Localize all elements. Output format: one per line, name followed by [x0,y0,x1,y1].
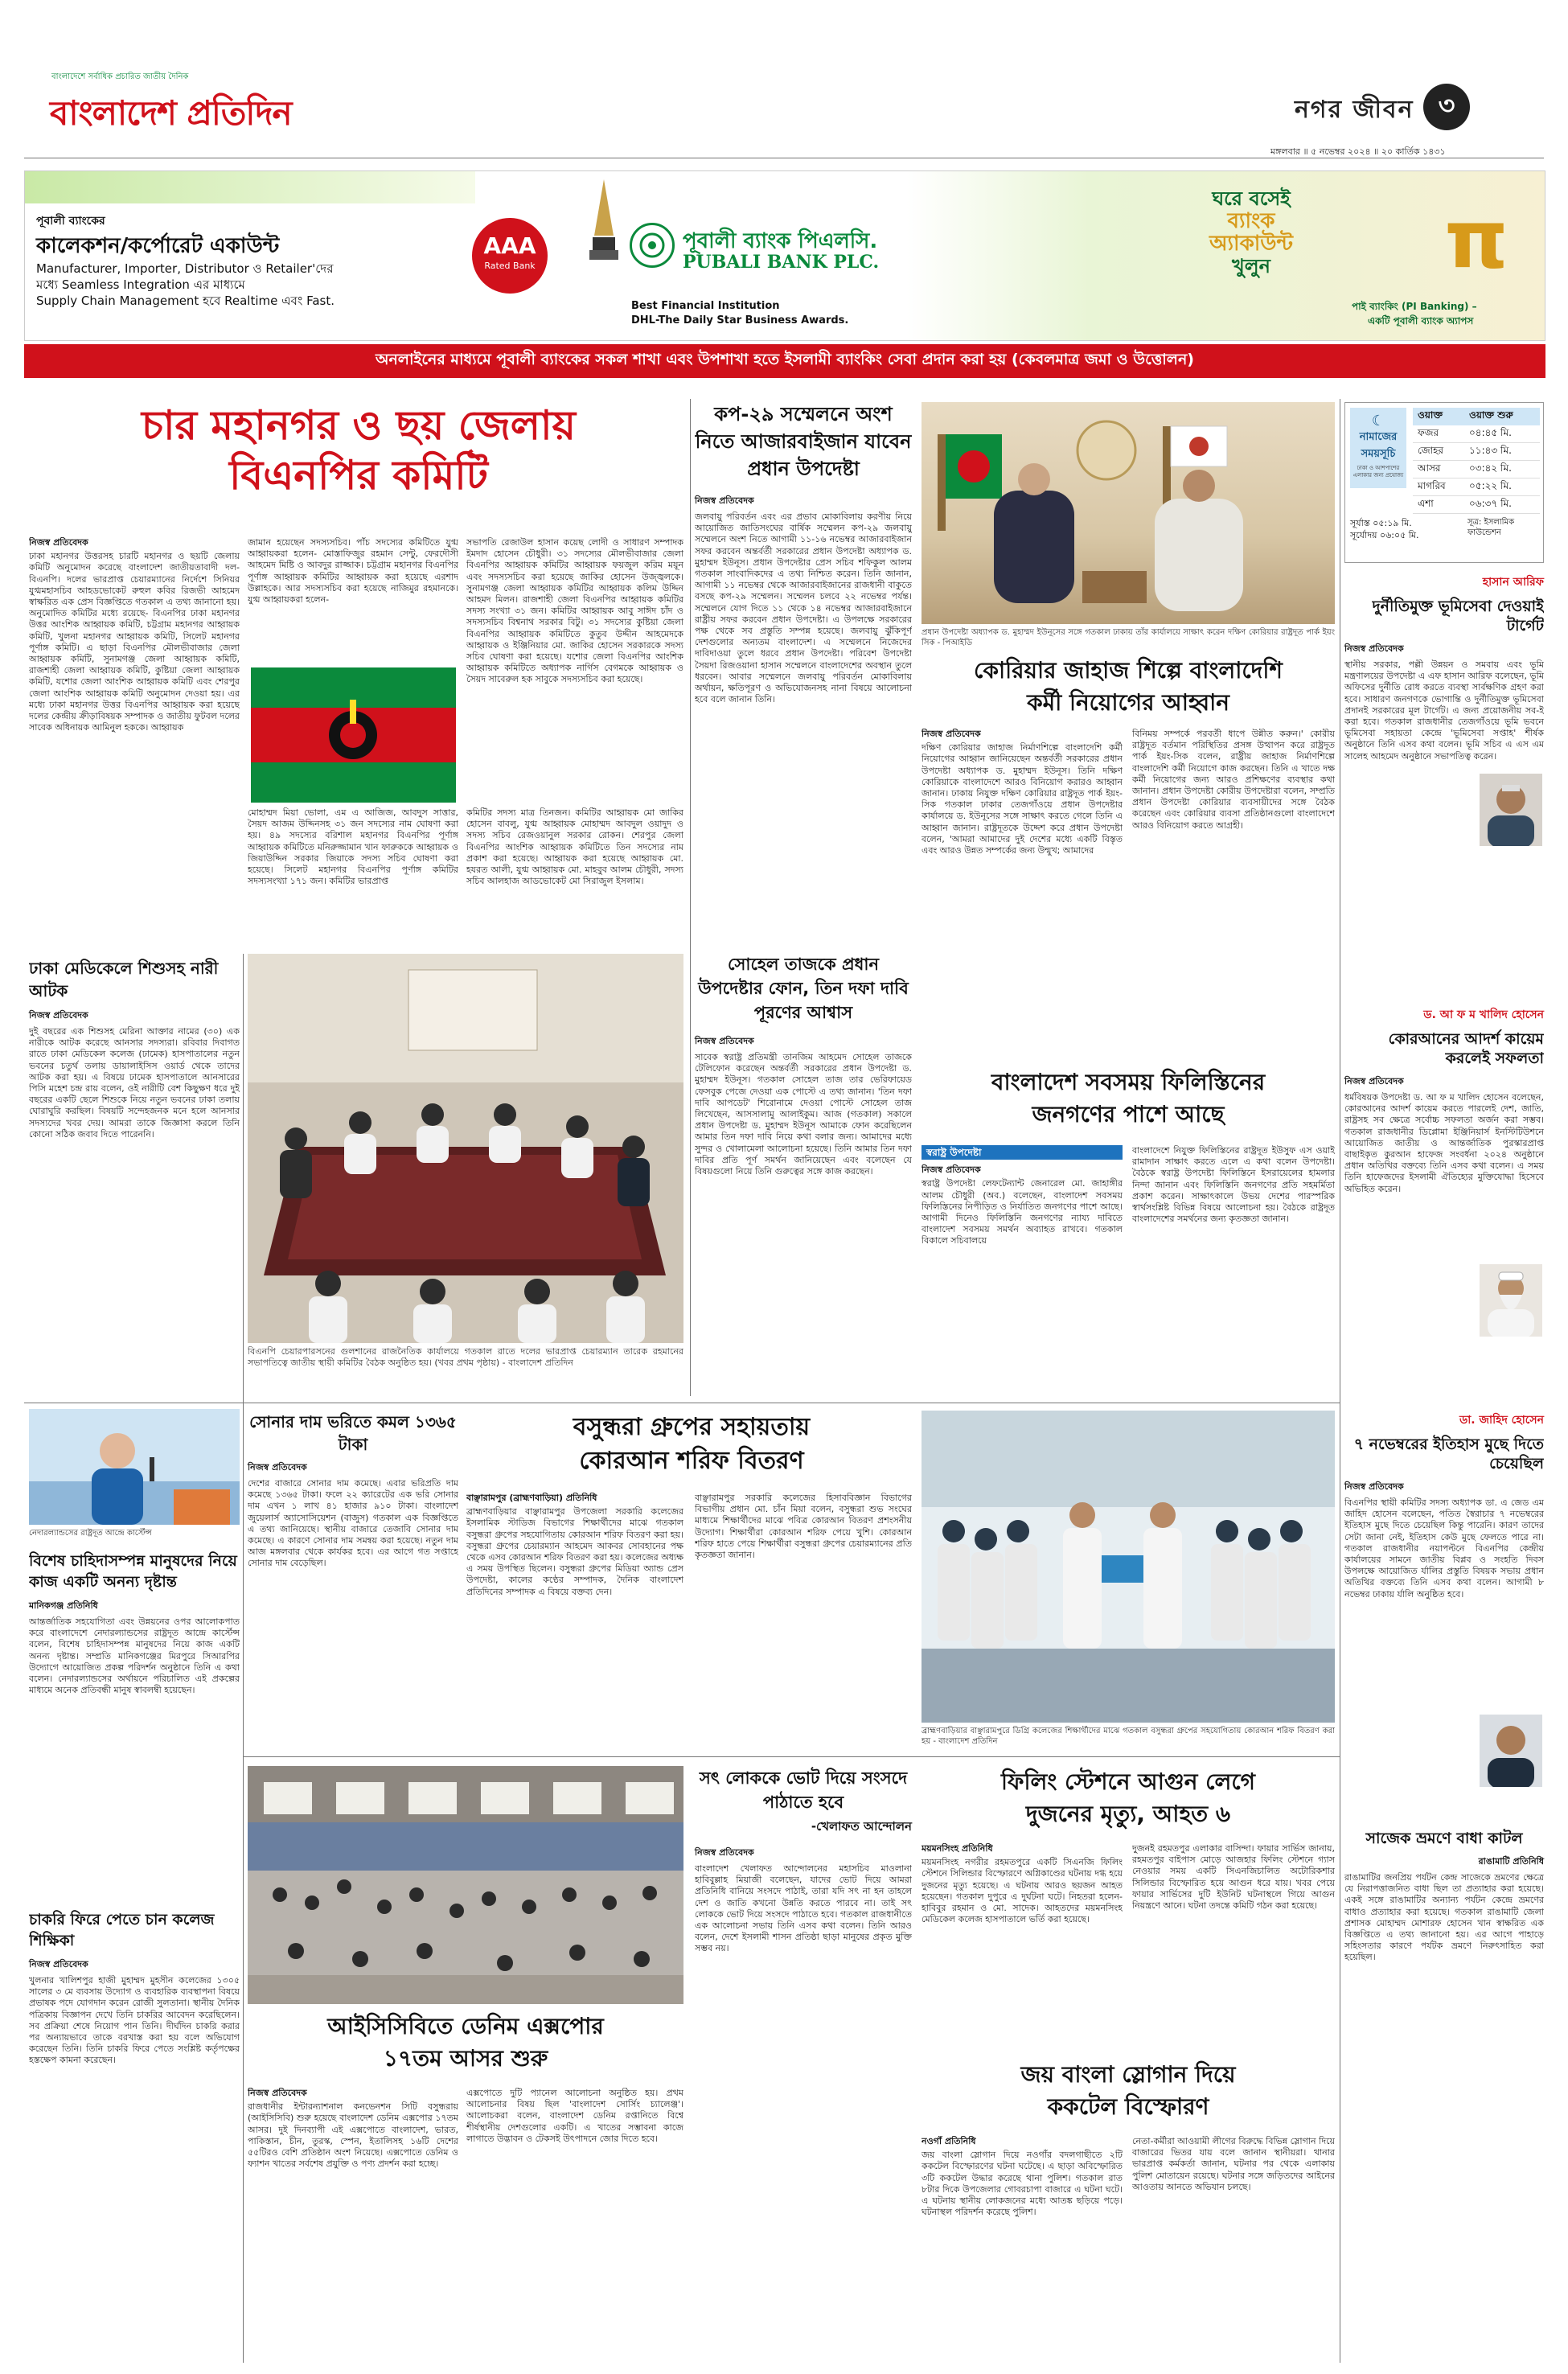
joy-title1: জয় বাংলা স্লোগান দিয়ে [1020,2061,1236,2088]
promo-text [1151,187,1352,277]
sunrise-time: সূর্যোদয় ০৬:০৫ মি. [1350,530,1419,540]
sohel-title: সোহেল তাজকে প্রধান উপদেষ্টার ফোন, তিন দফা দাবি পূরণের আশ্বাস [698,955,909,1022]
special-title: বিশেষ চাহিদাসম্পন্ন মানুষদের নিয়ে কাজ একটি অনন্য দৃষ্টান্ত [29,1552,237,1591]
newspaper-logo: বাংলাদেশ প্রতিদিন [50,93,292,133]
khalid-body: ধর্মবিষয়ক উপদেষ্টা ড. আ ফ ম খালিদ হোসেন বলেছেন, কোরআনের আদর্শ কায়েম করতে পারলেই দেশ, জাতি, রাষ্ট্রসহ সব ক্ষেত্রে সর্বোচ্চ সফলতা অর্জন করা সম্ভব। গতকাল রাজধানীর ডিপ্লোমা ইঞ্জিনিয়ার্স ইনস্টিটিউশনে আয়োজিত জাতীয় ও আন্তর্জাতিক পুরস্কারপ্রাপ্ত বাছাইকৃত কুরআন হাফেজ সংবর্ধনা ২০২৪ অনুষ্ঠানে প্রধান অতিথির বক্তব্যে তিনি এসব কথা বলেন। এ সময় তিনি হাফেজদের ইসলামী ঐতিহ্যের মুক্তিযোদ্ধা হিসেবে অভিহিত করেন। [1344,1092,1544,1194]
sohel-article [695,952,912,1399]
teacher-article [29,1909,240,2360]
lead-col1-text: ঢাকা মহানগর উত্তরসহ চারটি মহানগর ও ছয়টি জেলায় কমিটি অনুমোদন করেছে বাংলাদেশ জাতীয়তাবাদী দল- বিএনপি। দলের ভারপ্রাপ্ত চেয়ারম্যানের নির্দেশে সিনিয়র যুগ্মমহাসচিব আহডভোকেট রুহুল কবির রিজভী আহমেদ স্বাক্ষরিত এক প্রেস বিজ্ঞপ্তিতে গতকাল এ তথ্য জানানো হয়। অনুমোদিত কমিটির মধ্যে রয়েছে- বিএনপির ঢাকা মহানগর উত্তর আংশিক আহ্বায়ক কমিটি, চট্টগ্রাম মহানগর আহ্বায়ক কমিটি, খুলনা মহানগর আহ্বায়ক কমিটি, সিলেট মহানগর পূর্ণাঙ্গ কমিটি। এ ছাড়া বিএনপির মৌলভীবাজার জেলা আহ্বায়ক কমিটি, সুনামগঞ্জ জেলা আহ্বায়ক কমিটি, রাজশাহী জেলা আহ্বায়ক কমিটি, কুষ্টিয়া জেলা আহ্বায়ক কমিটি, যশোর জেলা আংশিক আহ্বায়ক কমিটি এবং শেরপুর জেলা আংশিক আহ্বায়ক কমিটি অনুমোদন দেওয়া হয়। এর মধ্যে ঢাকা মহানগর উত্তর বিএনপির আহ্বায়ক করা হয়েছে দলের কেন্দ্রীয় ক্রীড়াবিষয়ক সম্পাদক ও জাতীয় ফুটবল দলের সাবেক অধিনায়ক আমিনুল হককে। আহ্বায়ক [29,551,240,733]
basundhara-col1 [466,1493,683,1750]
korea-photo-caption: প্রধান উপদেষ্টা অধ্যাপক ড. মুহাম্মদ ইউনূসের সঙ্গে গতকাল ঢাকায় তাঁর কার্যালয়ে সাক্ষাৎ করেন দক্ষিণ কোরিয়ার রাষ্ট্রদূত পার্ক ইয়ং সিক - পিআইডি [922,628,1335,647]
denim-headline [248,2011,683,2075]
joy-article [922,2059,1335,2361]
lead-col-b1 [248,807,458,946]
special-article [29,1550,240,1904]
mosque-icon: ☾ [1371,413,1385,429]
prayer-name: ফজর [1418,426,1439,438]
basundhara-photo [922,1411,1335,1723]
prayer-source: সূত্র: ইসলামিক ফাউন্ডেশন [1467,518,1515,537]
vrule-left [243,954,244,2363]
denim-col1-text: রাজধানীর ইন্টারন্যাশনাল কনভেনশন সিটি বসুন্ধরায় (আইসিসিবি) শুরু হয়েছে বাংলাদেশ ডেনিম এক্সপোর ১৭তম আসর। দুই দিনব্যাপী এই এক্সপোতে বাংলাদেশ, ভারত, পাকিস্তান, চীন, তুরস্ক, স্পেন, ইতালিসহ ১৬টি দেশের ৫৫টিরও বেশি প্রতিষ্ঠান অংশ নিয়েছে। এক্সপোতে ডেনিম ও ফ্যাশন খাতের সর্বশেষ প্রযুক্তি ও পণ্য প্রদর্শন করা হচ্ছে। [248,2101,458,2170]
ad-headline: কালেকশন/কর্পোরেট একাউন্ট [36,234,280,258]
palestine-byline: নিজস্ব প্রতিবেদক [922,1164,981,1176]
lead-col-b2-text: কমিটির সদস্য মাত্র তিনজন। কমিটির আহ্বায়ক মো জাকির হোসেন বাবলু, যুগ্ম আহ্বায়ক মোহাম্মদ আবদুল ওয়াদুদ ও সদস্য সচিব রেজওয়ানুল সরকার রোকন। শেরপুর জেলা বিএনপির আংশিক আহ্বায়ক কমিটিতে তিন সদস্যের নাম প্রকাশ করা হয়েছে। আহ্বায়ক করা হয়েছে আহ্বায়ক মো. হযরত আলী, যুগ্ম আহ্বায়ক মো. মাহবুব আলম চৌধুরী, সদস্য সচিব আলহাজ আডভোকেট মো সিরাজুল ইসলাম। [466,807,683,887]
korea-byline: নিজস্ব প্রতিবেদক [922,729,981,739]
prayer-row [1413,425,1540,443]
prayer-head-name: ওয়াক্ত [1418,409,1443,421]
pubali-bank-ad [24,170,1545,341]
special-byline: মানিকগঞ্জ প্রতিনিধি [29,1600,98,1611]
joy-byline: নওগাঁ প্রতিনিধি [922,2136,976,2146]
sun-times [1350,517,1540,541]
pi-logo-icon: π [1444,192,1508,286]
gold-article [248,1411,458,1756]
trophy-icon [588,179,620,276]
prayer-name: আসর [1418,462,1441,474]
palestine-tag: স্বরাষ্ট্র উপদেষ্টা [922,1145,1123,1160]
bank-name-bn: পূবালী ব্যাংক পিএলসি. [683,229,878,253]
fire-col2: দুজনই রহমতপুর এলাকার বাসিন্দা। ফায়ার সার্ভিস জানায়, রহমতপুর বাইপাস মোড়ে আজহার ফিলিং স্টেশনে গ্যাস নেওয়ার সময় একটি সিএনজিচালিত অটোরিকশার সিলিন্ডার বিস্ফোরিত হয়ে আগুন ধরে যায়। খবর পেয়ে ফায়ার সার্ভিসের দুটি ইউনিট ঘটনাস্থলে গিয়ে আগুন নিয়ন্ত্রণে আনে। ঘটনা তদন্তে কমিটি গঠন করা হয়েছে। [1132,1843,1335,1912]
prayer-name: এশা [1418,497,1434,509]
prayer-time: ০৪:৪৫ মি. [1469,426,1512,438]
aaa-text: AAA [483,232,536,259]
denim-col1 [248,2088,458,2360]
denim-col2: এক্সপোতে দুটি প্যানেল আলোচনা অনুষ্ঠিত হয়। প্রথম আলোচনার বিষয় ছিল 'বাংলাদেশ সোর্সিং চ্যালেঞ্জ'। আলোচকরা বলেন, বাংলাদেশ ডেনিম রপ্তানিতে বিশ্বে শীর্ষস্থানীয় দেশগুলোর একটি। এ খাতের সম্ভাবনা কাজে লাগাতে উদ্ভাবন ও টেকসই উৎপাদনে জোর দিতে হবে। [466,2088,683,2144]
prayer-table [1413,408,1540,514]
section-name: নগর জীবন [1295,96,1414,124]
sajek-byline: রাঙামাটি প্রতিনিধি [1478,1856,1544,1867]
basundhara-photo-caption: ব্রাহ্মণবাড়িয়ার বাঞ্ছারামপুরে ডিগ্রি কলেজের শিক্ষার্থীদের মাঝে গতকাল বসুন্ধরা গ্রুপের সহযোগিতায় কোরআন শরিফ বিতরণ করা হয় - বাংলাদেশ প্রতিদিন [922,1727,1335,1746]
cop-article [695,400,912,936]
teacher-body: খুলনার খালিশপুর হাজী মুহাম্মদ মুহসীন কলেজের ১৩০৫ সালের ৩ মে ব্যবসায় উদ্যোগ ও ব্যবহারিক ব্যবস্থাপনা বিষয়ে প্রভাষক পদে যোগদান করেন রোজী সুলতানা। স্থানীয় দৈনিক পত্রিকায় বিজ্ঞাপন দেখে তিনি চাকরির আবেদন করেছিলেন। সব প্রক্রিয়া শেষে নিয়োগ পান তিনি। দীর্ঘদিন চাকরি করার পর অন্যায়ভাবে তাকে বরখাস্ত করা হয় বলে অভিযোগ করেছেন তিনি। তিনি চাকরি ফিরে পেতে সংশ্লিষ্ট কর্তৃপক্ষের হস্তক্ষেপ কামনা করেছেন। [29,1975,240,2066]
denim-title1: আইসিসিবিতে ডেনিম এক্সপোর [327,2013,604,2039]
prayer-head-time: ওয়াক্ত শুরু [1469,409,1513,421]
sajek-title: সাজেক ভ্রমণে বাধা কাটল [1365,1830,1523,1847]
prayer-times-box [1344,402,1544,563]
masthead-tagline: বাংলাদেশে সর্বাধিক প্রচারিত জাতীয় দৈনিক [51,72,189,81]
ad-left-green-band [25,171,475,203]
prayer-title-box [1350,408,1406,488]
issue-date: মঙ্গলবার ॥ ৫ নভেম্বর ২০২৪ ॥ ২০ কার্তিক ১৪৩১ [1270,146,1446,157]
dmc-title: ঢাকা মেডিকেলে শিশুসহ নারী আটক [29,959,219,1000]
hasan-title: দুর্নীতিমুক্ত ভূমিসেবা দেওয়াই টার্গেট [1372,598,1544,635]
teacher-byline: নিজস্ব প্রতিবেদক [29,1959,88,1969]
ad-banner-text: অনলাইনের মাধ্যমে পূবালী ব্যাংকের সকল শাখা এবং উপশাখা হতে ইসলামী ব্যাংকিং সেবা প্রদান করা হয় (কেবলমাত্র জমা ও উত্তোলন) [376,351,1194,368]
lead-headline [29,400,688,500]
honest-sub: -খেলাফত আন্দোলন [811,1819,912,1834]
cop-byline: নিজস্ব প্রতিবেদক [695,495,754,506]
page-number-text: ৩ [1438,90,1455,121]
denim-byline: নিজস্ব প্রতিবেদক [248,2088,307,2098]
lead-col2 [248,537,458,661]
fire-col1-text: ময়মনসিংহ নগরীর রহমতপুরে একটি সিএনজি ফিলিং স্টেশনে সিলিন্ডার বিস্ফোরণে অগ্নিকাণ্ডের ঘটনায় দগ্ধ হয়ে দুজনের মৃত্যু হয়েছে। এ ঘটনায় আরও ছয়জন আহত হয়েছেন। গতকাল দুপুরে এ দুর্ঘটনা ঘটে। নিহতরা হলেন- হাবিবুর রহমান ও মো. সাদেক। আহতদের ময়মনসিংহ মেডিকেল কলেজ হাসপাতালে ভর্তি করা হয়েছে। [922,1857,1123,1925]
fire-col1 [922,1843,1123,2051]
page-number [1423,84,1470,130]
promo-line3: অ্যাকাউন্ট [1209,232,1294,256]
right-column [1344,573,1544,2363]
khalid-name: ড. আ ফ ম খালিদ হোসেন [1423,1008,1544,1021]
lead-byline: নিজস্ব প্রতিবেদক [29,537,88,548]
hasan-name: হাসান আরিফ [1482,576,1544,589]
ad-line1: পূবালী ব্যাংকের [36,215,105,228]
promo-line2: ব্যাংক [1227,209,1275,233]
denim-title2: ১৭তম আসর শুরু [383,2045,548,2072]
jahid-name: ডা. জাহিদ হোসেন [1459,1414,1544,1427]
pi-banking-line1: পাই ব্যাংকিং (PI Banking) – [1352,301,1477,312]
award-line1: Best Financial Institution [631,300,780,312]
promo-line1: ঘরে বসেই [1212,187,1291,210]
korea-article [922,655,1335,936]
prayer-row [1413,443,1540,461]
cop-body: জলবায়ু পরিবর্তন এবং এর প্রভাব মোকাবিলায় করণীয় নিয়ে আয়োজিত জাতিসংঘের বার্ষিক সম্মেলন কপ-২৯ জলবায়ু সম্মেলনে অংশ নিতে আগামী ১১-১৬ নভেম্বর আজারবাইজান সফর করবেন অন্তর্বর্তী সরকারের প্রধান উপদেষ্টা অধ্যাপক ড. মুহাম্মদ ইউনূস। প্রধান উপদেষ্টার প্রেস সচিব শফিকুল আলম গতকাল সাংবাদিকদের এ তথ্য নিশ্চিত করেন। তিনি জানান, আগামী ১১ নভেম্বর থেকে আজারবাইজানের রাজধানী বাকুতে বসছে কপ-২৯ সম্মেলন। সম্মেলন চলবে ২২ নভেম্বর পর্যন্ত। সম্মেলনে যোগ দিতে ১১ থেকে ১৪ নভেম্বর আজারবাইজানে রাষ্ট্রীয় সফর করবেন প্রধান উপদেষ্টা। এ উপলক্ষে সরকারের পক্ষ থেকে সব প্রস্তুতি সম্পন্ন হয়েছে। জলবায়ু ঝুঁকিপূর্ণ দেশগুলোর অন্যতম বাংলাদেশ। এ সম্মেলনে নিজেদের দাবিদাওয়া তুলে ধরবে প্রধান উপদেষ্টা। পরিবেশ উপদেষ্টা সৈয়দা রিজওয়ানা হাসান সম্মেলনে বাংলাদেশের অবস্থান তুলে ধরবেন। আবার সম্মেলনে জলবায়ু পরিবর্তন মোকাবিলায় অর্থায়ন, ক্ষতিপূরণ ও অভিযোজনসহ নানা বিষয়ে আলোচনা হবে বলে জানান তিনি। [695,511,912,705]
palestine-article [922,1066,1335,1396]
prayer-time: ০৩:৪২ মি. [1469,462,1512,474]
hasan-byline: নিজস্ব প্রতিবেদক [1344,643,1404,654]
lead-col3-text: সভাপতি রেজাউল হাসান কয়েছ লোদী ও সাধারণ সম্পাদক ইমদাদ হোসেন চৌধুরী। ৩১ সদস্যের মৌলভীবাজার জেলা বিএনপির আহ্বায়ক কমিটির আহ্বায়ক ফয়জুল করিম ময়ূন এবং সদস্যসচিব করা হয়েছে জাকির হোসেন উজ্জ্বলকে। সুনামগঞ্জ জেলা আহ্বায়ক কমিটির আহ্বায়ক কলিম উদ্দিন আহমদ মিলন। রাজশাহী জেলা বিএনপির আহ্বায়ক কমিটির সদস্য সংখ্যা ৩১ জন। কমিটির আহ্বায়ক আবু সাঈদ চাঁদ ও সদস্যসচিব বিশ্বনাথ সরকার বিটু। ৩১ সদস্যের কুষ্টিয়া জেলা বিএনপির আহ্বায়ক কমিটিতে কুতুব উদ্দীন আহমেদকে আহ্বায়ক ও ইঞ্জিনিয়ার মো. জাকির হোসেন সরকারকে সদস্য সচিব ঘোষণা করা হয়েছে। যশোর জেলা বিএনপির আংশিক আহ্বায়ক কমিটিতে অধ্যাপক নার্গিস বেগমকে আহ্বায়ক ও সৈয়দ সাবেরুল হক সাবুকে সদস্যসচিব করা হয়েছে। [466,537,683,685]
basundhara-byline: বাঞ্ছারামপুর (ব্রাহ্মণবাড়িয়া) প্রতিনিধি [466,1493,597,1503]
lead-col-b1-text: মোহাম্মদ মিয়া ভোলা, এম এ আজিজ, আবদুস সাত্তার, সৈয়দ আজম উদ্দিনসহ ৩১ জন সদস্যের নাম ঘোষণা করা হয়। ৪৯ সদস্যের বরিশাল মহানগর বিএনপির পূর্ণাঙ্গ আহ্বায়ক কমিটিতে মনিরুজ্জামান খান ফারুককে আহ্বায়ক ও জিয়াউদ্দিন সরকার জিয়াকে সদস্য সচিব ঘোষণা করা হয়েছে। সিলেট মহানগর বিএনপির পূর্ণাঙ্গ কমিটির সদস্যসংখ্যা ১৭১ জন। কমিটির ভারপ্রাপ্ত [248,807,458,887]
bank-seal-icon [630,223,675,268]
prayer-row [1413,496,1540,514]
sohel-byline: নিজস্ব প্রতিবেদক [695,1036,754,1046]
lead-title-line2: বিএনপির কমিটি [229,452,488,499]
vrule-1 [690,399,691,1396]
award-line2: DHL-The Daily Star Business Awards. [631,314,849,327]
hasan-body: স্থানীয় সরকার, পল্লী উন্নয়ন ও সমবায় এবং ভূমি মন্ত্রণালয়ের উপদেষ্টা এ এফ হাসান আরিফ বলেছেন, ভূমি অফিসের দুর্নীতি রোধ করতে ব্যবস্থা সার্বক্ষণিক গ্রহণ করা হবে। সাধারণ জনগণকে ভোগান্তি ও দুর্নীতিমুক্ত ভূমিসেবা প্রদানই সরকারের মূল টার্গেট। এ জন্য প্রয়োজনীয় সব-ই করা হবে। গতকাল রাজধানীর তেজগাঁওয়ে ভূমি ভবনে ভূমিসেবা সহায়তা কেন্দ্রে 'ভূমিসেবা সপ্তাহ' শীর্ষক অনুষ্ঠানে তিনি এসব কথা বলেন। ভূমি সচিব এ এস এম সালেহ আহমেদ অনুষ্ঠানে সভাপতিত্ব করেন। [1344,659,1544,762]
hrule-lower [243,1756,1340,1757]
prayer-name: মাগরিব [1418,479,1446,491]
joy-col1-text: জয় বাংলা স্লোগান দিয়ে নওগাঁর বদলগাছীতে ২টি ককটেল বিস্ফোরণের ঘটনা ঘটেছে। এ ছাড়া অবিস্ফোরিত ৩টি ককটেল উদ্ধার করেছে থানা পুলিশ। গতকাল রাত ৮টার দিকে উপজেলার গোবরচাপা বাজারে এ ঘটনা ঘটে। এ ঘটনায় স্থানীয় লোকজনের মধ্যে আতঙ্ক ছড়িয়ে পড়ে। ঘটনাস্থল পরিদর্শন করেছে পুলিশ। [922,2150,1123,2218]
bnp-flag [251,667,456,803]
bnp-photo-caption: বিএনপি চেয়ারপারসনের গুলশানের রাজনৈতিক কার্যালয়ে গতকাল রাতে দলের ভারপ্রাপ্ত চেয়ারম্যান তারেক রহমানের সভাপতিত্বে জাতীয় স্থায়ী কমিটির বৈঠক অনুষ্ঠিত হয়। (খবর প্রথম পৃষ্ঠায়) - বাংলাদেশ প্রতিদিন [248,1346,683,1368]
prayer-time: ১১:৪৩ মি. [1469,444,1512,456]
jahid-body: বিএনপির স্থায়ী কমিটির সদস্য অধ্যাপক ডা. এ জেড এম জাহিদ হোসেন বলেছেন, পতিত স্বৈরাচার ৭ নভেম্বরের ইতিহাস মুছে দিতে চেয়েছিল কিন্তু পারেনি। কারণ তাদের সেটা জানা নেই, ইতিহাস কেউ মুছে ফেলতে পারে না। গতকাল রাজধানীর নয়াপল্টনে বিএনপির কেন্দ্রীয় কার্যালয়ের সামনে জাতীয় বিপ্লব ও সংহতি দিবস উপলক্ষে আয়োজিত র্যালির প্রস্তুতি বিষয়ক সভায় প্রধান অতিথির বক্তব্যে তিনি এসব কথা বলেন। আগামী ৮ নভেম্বর ঢাকায় র্যালি অনুষ্ঠিত হবে। [1344,1497,1544,1600]
palestine-title-line2: জনগণের পাশে আছে [1032,1101,1225,1127]
korea-title-line2: কর্মী নিয়োগের আহ্বান [1027,689,1229,716]
jahid-title: ৭ নভেম্বরের ইতিহাস মুছে দিতে চেয়েছিল [1353,1435,1544,1472]
prayer-title1: নামাজের [1359,431,1398,443]
dmc-byline: নিজস্ব প্রতিবেদক [29,1010,88,1021]
joy-col1 [922,2136,1123,2360]
korea-col1 [922,729,1123,934]
denim-expo-photo [248,1766,683,2004]
dmc-article [29,957,240,1399]
sajek-body: রাঙামাটির জনপ্রিয় পর্যটন কেন্দ্র সাজেকে ভ্রমণের ক্ষেত্রে যে নিরাপত্তাজনিত বাধা ছিল তা প্রত্যাহার করা হয়েছে। একই সঙ্গে রাঙামাটির অন্যান্য পর্যটন কেন্দ্রে ভ্রমণের বাধাও প্রত্যাহার করা হয়েছে। গতকাল রাঙামাটি জেলা প্রশাসক মোহাম্মদ মোশারফ হোসেন খান স্বাক্ষরিত এক বিজ্ঞপ্তিতে এ তথ্য জানানো হয়। এর আগে পাহাড়ে সহিংসতার কারণে পর্যটক ভ্রমণে নিরুৎসাহিত করা হয়েছিল। [1344,1872,1544,1963]
cop-title: কপ-২৯ সম্মেলনে অংশ নিতে আজারবাইজান যাবেন প্রধান উপদেষ্টা [695,403,912,480]
ad-red-banner [24,344,1545,378]
ambassador-caption: নেদারল্যান্ডসের রাষ্ট্রদূত আন্দ্রে কার্স্টেন্স [29,1529,152,1538]
fire-title2: দুজনের মৃত্যু, আহত ৬ [1025,1801,1231,1827]
lead-col3 [466,537,683,803]
basundhara-headline [466,1411,917,1478]
joy-title2: ককটেল বিস্ফোরণ [1047,2093,1209,2120]
prayer-name: জোহর [1418,444,1443,456]
hasan-photo [1480,774,1542,846]
honest-title: সৎ লোককে ভোট দিয়ে সংসদে পাঠাতে হবে [699,1768,908,1812]
gold-body: দেশের বাজারে সোনার দাম কমেছে। এবার ভরিপ্রতি দাম কমেছে ১৩৬৫ টাকা। ফলে ২২ ক্যারেটের এক ভরি সোনার দাম এখন ১ লাখ ৪১ হাজার ৯১০ টাকা। বাংলাদেশ জুয়েলার্স অ্যাসোসিয়েশন (বাজুস) গতকাল এক বিজ্ঞপ্তিতে এ তথ্য জানিয়েছে। স্থানীয় বাজারে তেজাবি সোনার দাম কমেছে। এ কারণে সোনার দাম সমন্বয় করা হয়েছে। নতুন দাম আজ মঙ্গলবার থেকে কার্যকর হবে। এর আগে গত সপ্তাহে সোনার দাম বেড়েছিল। [248,1478,458,1569]
korea-col1-text: দক্ষিণ কোরিয়ার জাহাজ নির্মাণশিল্পে বাংলাদেশি কর্মী নিয়োগের আহ্বান জানিয়েছেন অন্তর্বর্তী সরকারের প্রধান উপদেষ্টা অধ্যাপক ড. মুহাম্মদ ইউনূস। তিনি দক্ষিণ কোরিয়াকে বাংলাদেশে আরও বিনিয়োগ করারও আহ্বান জানান। ঢাকায় নিযুক্ত দক্ষিণ কোরিয়ার রাষ্ট্রদূত পার্ক ইয়ং-সিক গতকাল ঢাকার তেজগাঁওয়ে প্রধান উপদেষ্টার কার্যালয়ে ড. ইউনূসের সঙ্গে সাক্ষাৎ করতে গেলে তিনি এ আহ্বান জানান। রাষ্ট্রদূতকে উদ্দেশ করে প্রধান উপদেষ্টা বলেন, 'আমরা আমাদের দুই দেশের মধ্যে একটি বিস্তৃত এবং আরও উন্নত সম্পর্কের জন্য উন্মুখ; আমাদের [922,742,1123,856]
khalid-photo [1480,1264,1542,1337]
palestine-col1-text: স্বরাষ্ট্র উপদেষ্টা লেফটেন্যান্ট জেনারেল মো. জাহাঙ্গীর আলম চৌধুরী (অব.) বলেছেন, বাংলাদেশ সবসময় ফিলিস্তিনের নিপীড়িত ও নির্যাতিত জনগণের পাশে আছে। আগামী দিনেও ফিলিস্তিনি জনগণের ন্যায্য দাবিতে বাংলাদেশ সবসময় সমর্থন অব্যাহত রাখবে। গতকাল বিকালে সচিবালয়ে [922,1178,1123,1247]
promo-line4: খুলুন [1232,255,1270,277]
teacher-title: চাকরি ফিরে পেতে চান কলেজ শিক্ষিকা [29,1911,215,1949]
lead-title-line1: চার মহানগর ও ছয় জেলায় [141,402,577,449]
prayer-time: ০৬:৩৭ মি. [1469,497,1512,509]
khalid-title: কোরআনের আদর্শ কায়েম করলেই সফলতা [1388,1030,1544,1067]
honest-article [695,1766,912,2361]
ambassador-photo [29,1409,240,1525]
pi-banking-line2: একটি পূবালী ব্যাংক অ্যাপস [1368,315,1474,327]
aaa-badge [472,218,548,294]
sunset-time: সূর্যাস্ত ০৫:১৯ মি. [1350,518,1412,528]
palestine-col1 [922,1145,1123,1394]
dmc-body: দুই বছরের এক শিশুসহ মেরিনা আক্তার নামের (৩০) এক নারীকে আটক করেছে আনসার সদস্যরা। রবিবার দিবাগত রাতে ঢাকা মেডিকেল কলেজ (ঢামেক) হাসপাতালের নতুন ভবনের চতুর্থ তলায় ডায়ালাইসিস ওয়ার্ড থেকে তাদের আটক করা হয়। এ বিষয়ে ঢামেক হাসপাতালে আনসারের পিসি মহেশ চন্দ্র রায় বলেন, ওই নারীটি বেশ কিছুক্ষণ ধরে দুই বছরের একটি ছেলে শিশুকে নিয়ে নতুন ভবনের ঢাকা তলায় ঘোরাঘুরি করছিল। বিষয়টি সন্দেহজনক মনে হলে আনসার সদস্যদের খবর দেয়। আমরা তাকে জিজ্ঞাসা করলে তিনি কোনো সঠিক জবাব দিতে পারেননি। [29,1026,240,1140]
fire-title1: ফিলিং স্টেশনে আগুন লেগে [1001,1768,1255,1795]
gold-byline: নিজস্ব প্রতিবেদক [248,1462,307,1472]
honest-body: বাংলাদেশ খেলাফত আন্দোলনের মহাসচিব মাওলানা হাবিবুল্লাহ মিয়াজী বলেছেন, যাদের ভোট দিয়ে আমরা প্রতিনিধি বানিয়ে সংসদে পাঠাই, তারা যদি সৎ না হন তাহলে দেশ ও জাতি কখনো উন্নতি করতে পারবে না। তাই সৎ লোককে ভোট দিয়ে সংসদে পাঠাতে হবে। গতকাল রাজধানীতে এক আলোচনা সভায় তিনি এসব কথা বলেন। তিনি আরও বলেন, দেশে ইসলামী শাসন প্রতিষ্ঠা ছাড়া মানুষের প্রকৃত মুক্তি সম্ভব নয়। [695,1863,912,1954]
khalid-byline: নিজস্ব প্রতিবেদক [1344,1076,1404,1086]
korea-title-line1: কোরিয়ার জাহাজ শিল্পে বাংলাদেশি [974,657,1283,684]
special-body: আন্তর্জাতিক সহযোগিতা এবং উন্নয়নের ওপর আলোকপাত করে বাংলাদেশে নেদারল্যান্ডসের রাষ্ট্রদূত আন্দ্রে কার্স্টেন্স বলেন, বিশেষ চাহিদাসম্পন্ন মানুষদের নিয়ে কাজ একটি অনন্য দৃষ্টান্ত। সম্প্রতি মানিকগঞ্জের মিরপুরে সিআরপির উদ্যোগে আয়োজিত প্রকল্প পরিদর্শন অনুষ্ঠানে তিনি এ কথা বলেন। নেদারল্যান্ডসের অর্থায়নে পরিচালিত এই প্রকল্পের মাধ্যমে অনেক প্রতিবন্ধী মানুষ স্বাবলম্বী হয়েছেন। [29,1616,240,1696]
rated-text: Rated Bank [484,261,536,271]
prayer-title2: সময়সূচি [1361,448,1396,460]
ad-body1: Manufacturer, Importer, Distributor ও Retailer'দের [36,261,334,276]
bnp-meeting-photo [248,954,683,1343]
gold-title: সোনার দাম ভরিতে কমল ১৩৬৫ টাকা [249,1412,457,1454]
bank-name-en: PUBALI BANK PLC. [683,252,880,273]
prayer-sub: ঢাকা ও আশপাশের এলাকার জন্য প্রযোজ্য [1353,465,1404,478]
prayer-row [1413,461,1540,478]
prayer-time: ০৫:২২ মি. [1469,479,1512,491]
ad-body2: মধ্যে Seamless Integration এর মাধ্যমে [36,277,245,292]
korea-col2: বিনিময় সম্পর্কে পরবর্তী ধাপে উন্নীত করুন।' কোরীয় রাষ্ট্রদূত বর্তমান পরিস্থিতির প্রসঙ্গ উত্থাপন করে রাষ্ট্রদূত পার্ক ইয়ং-সিক বলেন, রাষ্ট্রীয় জাহাজ নির্মাণশিল্পে বাংলাদেশি কর্মী নিয়োগে কাজ করছেন। তিনি এ খাতে দক্ষ কর্মী নিয়োগের জন্য আরও প্রশিক্ষণের ব্যবস্থার কথা জানান। প্রধান উপদেষ্টা কোরীয় উপদেষ্টারা বলেন, সম্প্রতি প্রধান উপদেষ্টা কোরিয়ার ব্যবসায়ীদের সঙ্গে বৈঠক করেছেন এবং কোরিয়ার ব্যবসা প্রতিষ্ঠানগুলো বাংলাদেশে আরও বিনিয়োগ করতে আগ্রহী। [1132,729,1335,831]
fire-article [922,1766,1335,2052]
jahid-byline: নিজস্ব প্রতিবেদক [1344,1481,1404,1492]
ad-body3: Supply Chain Management হবে Realtime এবং Fast. [36,294,335,308]
jahid-photo [1480,1715,1542,1787]
masthead [0,0,1568,161]
basundhara-col1-text: ব্রাহ্মণবাড়িয়ার বাঞ্ছারামপুর উপজেলা সরকারি কলেজের ইসলামিক স্টাডিজ বিভাগের শিক্ষার্থীদের মাঝে গতকাল বসুন্ধরা গ্রুপের সহযোগিতায় কোরআন শরিফ বিতরণ করা হয়। বসুন্ধরা গ্রুপের চেয়ারম্যান আহমেদ আকবর সোবহানের পক্ষ থেকে এসব কোরআন শরিফ বিতরণ করা হয়। কলেজের অধ্যক্ষ এ সময় উপস্থিত ছিলেন। বসুন্ধরা গ্রুপের মিডিয়া অ্যান্ড প্রেস উপদেষ্টা, কালের কণ্ঠের সম্পাদক, দৈনিক বাংলাদেশ প্রতিদিনের সম্পাদক এ বিষয়ে বক্তব্য দেন। [466,1506,683,1597]
sohel-body: সাবেক স্বরাষ্ট্র প্রতিমন্ত্রী তানজিম আহমেদ সোহেল তাজকে টেলিফোন করেছেন অন্তর্বর্তী সরকারের প্রধান উপদেষ্টা ড. মুহাম্মদ ইউনূস। গতকাল সোহেল তাজ তার ভেরিফায়েড ফেসবুক পেজে দেওয়া এক পোস্টে এ তথ্য জানান। 'তিন দফা দাবি আপডেট' শিরোনামে দেওয়া পোস্টে সোহেল তাজ লিখেছেন, আসসালামু আলাইকুম। আজ (গতকাল) সকালে প্রধান উপদেষ্টা ড. মুহাম্মদ ইউনূস আমাকে ফোন করেছিলেন আমার তিন দফা দাবি নিয়ে কথা বলার জন্য। আমাদের মধ্যে সুন্দর ও খোলামেলা আলোচনা হয়েছে। তিনি আমার তিন দফা দাবির প্রতি পূর্ণ সমর্থন জানিয়েছেন এবং বলেছেন যে বিষয়গুলো নিয়ে তিনি গুরুত্বের সঙ্গে কাজ করছেন। [695,1052,912,1177]
basundhara-title2: কোরআন শরিফ বিতরণ [579,1447,804,1475]
korea-meeting-photo [922,402,1335,624]
fire-byline: ময়মনসিংহ প্রতিনিধি [922,1843,993,1854]
honest-byline: নিজস্ব প্রতিবেদক [695,1847,754,1858]
lead-col2-text: জামান হয়েছেন সদস্যসচিব। পাঁচ সদস্যের কমিটিতে যুগ্ম আহ্বায়করা হলেন- মোস্তাফিজুর রহমান সেন্টু, ফেরদৌসী আহমেদ মিষ্টি ও আবদুর রাজ্জাক। চট্টগ্রাম মহানগর বিএনপির পূর্ণাঙ্গ আহ্বায়ক কমিটির আহ্বায়ক করা হয়েছে এরশাদ উল্লাহকে। আর সদস্যসচিব করা হয়েছে নাজিমুর রহমানকে। যুগ্ম আহ্বায়করা হলেন- [248,537,458,606]
prayer-rows [1413,425,1540,514]
basundhara-col2: বাঞ্ছারামপুর সরকারি কলেজের হিসাববিজ্ঞান বিভাগের বিভাগীয় প্রধান মো. চাঁন মিয়া বলেন, বসুন্ধরা শুভ সংঘের মাধ্যমে শিক্ষার্থীদের মাঝে পবিত্র কোরআন বিতরণ প্রশংসনীয় উদ্যোগ। শিক্ষার্থীরা কোরআন শরিফ পেয়ে খুশি। কোরআন শরিফ হাতে পেয়ে শিক্ষার্থীরা বসুন্ধরা গ্রুপের চেয়ারম্যানের প্রতি কৃতজ্ঞতা জানান। [695,1493,912,1561]
joy-col2: নেতা-কর্মীরা আওয়ামী লীগের বিরুদ্ধে বিভিন্ন স্লোগান দিয়ে বাজারের ভিতর যায় বলে জানান স্থানীয়রা। থানার ভারপ্রাপ্ত কর্মকর্তা জানান, ঘটনার পর থেকে এলাকায় পুলিশ মোতায়েন রয়েছে। ঘটনার সঙ্গে জড়িতদের আইনের আওতায় আনতে অভিযান চলছে। [1132,2136,1335,2192]
palestine-title-line1: বাংলাদেশ সবসময় ফিলিস্তিনের [991,1069,1266,1095]
palestine-col2: বাংলাদেশে নিযুক্ত ফিলিস্তিনের রাষ্ট্রদূত ইউসুফ এস ওয়াই রামাদান সাক্ষাৎ করতে এলে এ কথা বলেন উপদেষ্টা। বৈঠকে স্বরাষ্ট্র উপদেষ্টা ফিলিস্তিনে ইসরায়েলের হামলার নিন্দা জানান এবং ফিলিস্তিনি জনগণের প্রতি সহমর্মিতা প্রকাশ করেন। সাক্ষাৎকালে উভয় দেশের পারস্পরিক স্বার্থসংশ্লিষ্ট বিভিন্ন বিষয়ে আলোচনা হয়। বৈঠকে রাষ্ট্রদূত বাংলাদেশের সমর্থনের জন্য কৃতজ্ঞতা জানান। [1132,1145,1335,1225]
lead-col-b2 [466,807,683,946]
prayer-row [1413,478,1540,496]
lead-col1 [29,537,240,946]
basundhara-title1: বসুন্ধরা গ্রুপের সহায়তায় [573,1413,811,1441]
